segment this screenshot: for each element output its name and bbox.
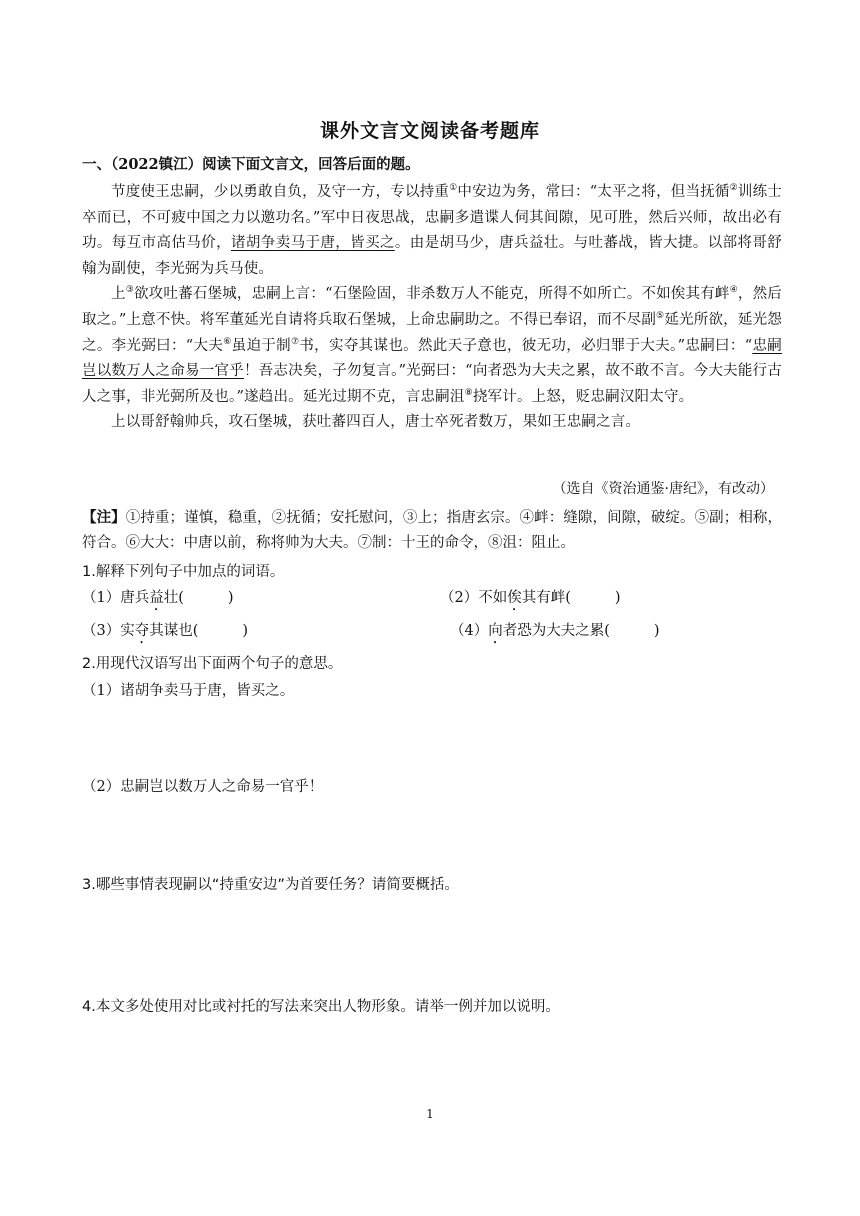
dotted-word: 向 xyxy=(488,623,503,639)
question-1-stem: 1.解释下列句子中加点的词语。 xyxy=(82,564,285,580)
passage-text: 挠军计。上怒，贬忠嗣汉阳太守。 xyxy=(472,388,694,405)
question-3-stem: 3.哪些事情表现嗣以“持重安边”为首要任务？请简要概括。 xyxy=(82,877,459,893)
source-citation: （选自《资治通鉴·唐纪》，有改动） xyxy=(552,481,774,497)
classical-passage xyxy=(82,180,782,436)
question-1-item-1 xyxy=(82,586,234,614)
passage-paragraph-3: 上以哥舒翰帅兵，攻石堡城，获吐蕃四百人，唐士卒死者数万，果如王忠嗣之言。 xyxy=(111,414,641,431)
item-text: ) xyxy=(242,623,249,639)
dotted-word: 夺 xyxy=(134,623,150,639)
passage-text: 上 xyxy=(111,286,126,303)
passage-text: 节度使王忠嗣，少以勇敢自负，及守一方，专以持重 xyxy=(111,184,450,200)
footnote-marker: ① xyxy=(449,183,458,194)
item-text: 其有衅( xyxy=(521,590,571,606)
item-text: 者恐为大夫之累( xyxy=(502,623,610,639)
item-text: 其谋也( xyxy=(149,623,199,639)
dotted-word: 俟 xyxy=(507,590,522,606)
item-text: ) xyxy=(653,623,660,639)
footnote-marker: ⑤ xyxy=(656,311,665,322)
item-text: （1）唐兵 xyxy=(82,590,150,606)
passage-paragraph-1 xyxy=(82,180,782,282)
footnote-marker: ③ xyxy=(125,285,134,296)
dotted-word: 益 xyxy=(149,590,164,606)
footnote-marker: ④ xyxy=(729,285,738,296)
passage-text: 训练士卒而已，不可疲中国之力以邀功名。”军中日夜思战，忠嗣多遣谍人伺其间隙，见可胜，然后兴师，故出必有功。每互市高估马价， xyxy=(82,184,782,252)
page-title: 课外文言文阅读备考题库 xyxy=(319,120,540,142)
passage-text: 书，实夺其谋也。然此天子意也，彼无功，必归罪于大夫。”忠嗣曰：“ xyxy=(299,337,753,354)
question-1-item-2 xyxy=(440,586,621,614)
notes-label: 【注】 xyxy=(82,509,126,526)
notes-text: ①持重；谨慎，稳重，②抚循；安托慰问，③上；指唐玄宗。④衅：缝隙，间隙，破绽。⑤副；相称，符合。⑥大大：中唐以前，称将帅为大夫。⑦制：十王的命令，⑧沮：阻止。 xyxy=(82,510,783,551)
passage-text: ，然后取之。”上意不快。将军董延光自请将兵取石堡城，上命忠嗣助之。不得已奉诏，而不尽副 xyxy=(82,286,782,328)
item-text: ) xyxy=(227,590,234,606)
footnote-marker: ⑦ xyxy=(290,336,300,347)
item-text: （3）实 xyxy=(82,623,135,639)
annotation-notes xyxy=(82,505,782,556)
passage-paragraph-2 xyxy=(82,282,782,410)
passage-text: 延光所欲，延光怨之。李光弼曰：“大夫 xyxy=(82,311,782,354)
passage-text: 中安边为务，常曰：“太平之将，但当抚循 xyxy=(457,184,730,200)
footnote-marker: ⑧ xyxy=(464,387,473,398)
question-2-sentence-2: （2）忠嗣岂以数万人之命易一官乎！ xyxy=(82,779,324,795)
passage-text: 欲攻吐蕃石堡城，忠嗣上言：“石堡险固，非杀数万人不能克，所得不如所亡。不如俟其有衅 xyxy=(133,286,730,303)
footnote-marker: ② xyxy=(729,183,738,194)
passage-text: 虽迫于制 xyxy=(231,337,291,354)
question-1-item-3 xyxy=(82,619,248,647)
underlined-sentence: 诸胡争卖马于唐，皆买之 xyxy=(230,235,395,252)
page-number: 1 xyxy=(426,1107,434,1121)
item-text: 壮( xyxy=(163,590,184,606)
question-2-sentence-1: （1）诸胡争卖马于唐，皆买之。 xyxy=(82,683,295,699)
question-2-stem: 2.用现代汉语写出下面两个句子的意思。 xyxy=(82,656,343,672)
underlined-sentence: 忠嗣岂以数万人之命易一官乎 xyxy=(82,337,782,380)
question-1-item-4 xyxy=(450,619,660,647)
question-4-stem: 4.本文多处使用对比或衬托的写法来突出人物形象。请举一例并加以说明。 xyxy=(82,999,560,1015)
item-text: （4） xyxy=(450,623,489,639)
item-text: （2）不如 xyxy=(440,590,508,606)
item-text: ) xyxy=(614,590,621,606)
section-heading: 一、（2022镇江）阅读下面文言文，回答后面的题。 xyxy=(82,156,420,173)
passage-text: 。由是胡马少，唐兵益壮。与吐蕃战，皆大捷。以部将哥舒翰为副使，李光弼为兵马使。 xyxy=(82,235,782,277)
passage-text: ！吾志决矣，子勿复言。”光弼曰：“向者恐为大夫之累，故不敢不言。今大夫能行古人之事，非光弼所及也。”遂趋出。延光过期不克，言忠嗣沮 xyxy=(82,363,782,405)
footnote-marker: ⑥ xyxy=(223,336,232,347)
